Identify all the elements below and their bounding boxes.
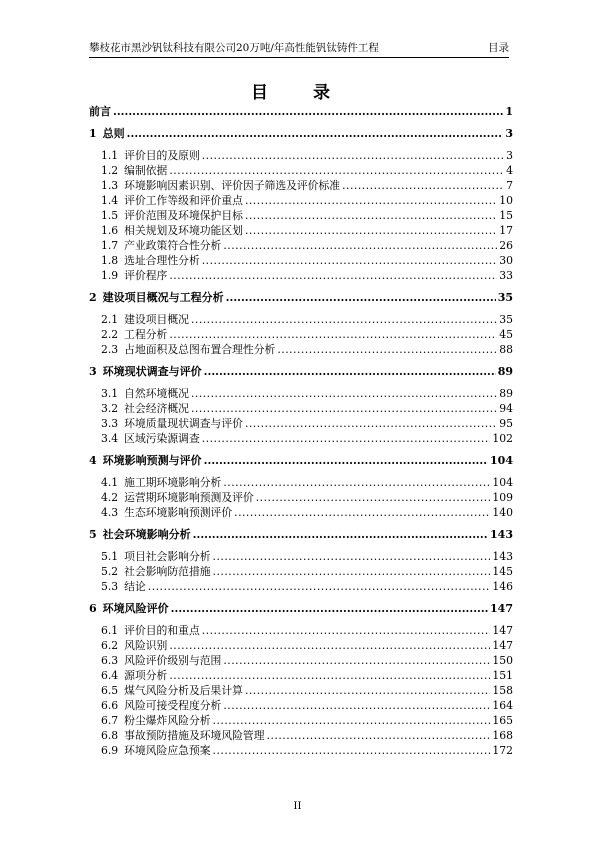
toc-entry-number: 4.1 xyxy=(101,476,119,489)
toc-section-entry[interactable] xyxy=(89,401,513,416)
table-of-contents xyxy=(89,104,513,758)
toc-section-entry[interactable] xyxy=(89,549,513,564)
toc-section-entry[interactable] xyxy=(89,431,513,446)
toc-section-entry[interactable] xyxy=(89,638,513,653)
toc-entry-page: 146 xyxy=(492,580,513,593)
toc-dot-leader xyxy=(204,364,496,379)
toc-dot-leader xyxy=(245,416,497,431)
toc-section-entry[interactable] xyxy=(89,208,513,223)
toc-dot-leader xyxy=(127,126,504,141)
header-section: 目录 xyxy=(488,42,509,54)
toc-dot-leader xyxy=(277,342,497,357)
toc-entry-page: 147 xyxy=(492,624,513,637)
toc-section-entry[interactable] xyxy=(89,386,513,401)
toc-entry-number: 6.5 xyxy=(101,684,119,697)
toc-entry-label: 占地面积及总图布置合理性分析 xyxy=(124,343,276,356)
toc-entry-number: 5.3 xyxy=(101,580,119,593)
toc-dot-leader xyxy=(169,668,490,683)
toc-section-entry[interactable] xyxy=(89,475,513,490)
page-number: II xyxy=(293,801,302,812)
toc-entry-label: 运营期环境影响预测及评价 xyxy=(124,491,254,504)
toc-entry-label: 环境风险应急预案 xyxy=(124,744,211,757)
toc-chapter-entry[interactable] xyxy=(89,453,513,468)
toc-section-entry[interactable] xyxy=(89,342,513,357)
toc-entry-label: 评价程序 xyxy=(124,269,168,282)
toc-chapter-entry[interactable] xyxy=(89,527,513,542)
toc-entry-number: 4 xyxy=(89,454,97,467)
toc-section-entry[interactable] xyxy=(89,148,513,163)
toc-entry-page: 10 xyxy=(499,194,513,207)
toc-entry-page: 45 xyxy=(499,328,513,341)
toc-dot-leader xyxy=(193,527,488,542)
toc-entry-page: 35 xyxy=(499,313,513,326)
toc-entry-label: 施工期环境影响分析 xyxy=(124,476,222,489)
toc-entry-page: 172 xyxy=(492,744,513,757)
toc-entry-label: 前言 xyxy=(89,105,111,118)
toc-chapter-entry[interactable] xyxy=(89,126,513,141)
toc-entry-label: 评价目的及原则 xyxy=(124,149,200,162)
toc-entry-number: 2.1 xyxy=(101,313,119,326)
toc-dot-leader xyxy=(245,223,497,238)
toc-entry-label: 生态环境影响预测评价 xyxy=(124,506,233,519)
toc-entry-page: 150 xyxy=(492,654,513,667)
toc-dot-leader xyxy=(191,401,497,416)
toc-entry-number: 1.2 xyxy=(101,164,119,177)
toc-entry-label: 建设项目概况 xyxy=(124,313,189,326)
toc-dot-leader xyxy=(223,475,490,490)
toc-section-entry[interactable] xyxy=(89,653,513,668)
toc-entry-number: 4.2 xyxy=(101,491,119,504)
toc-entry-page: 164 xyxy=(492,699,513,712)
toc-dot-leader xyxy=(202,623,491,638)
toc-entry-number: 3.3 xyxy=(101,417,119,430)
toc-entry-number: 6 xyxy=(89,602,97,615)
toc-entry-label: 评价范围及环境保护目标 xyxy=(124,209,243,222)
toc-entry-page: 88 xyxy=(499,343,513,356)
toc-dot-leader xyxy=(202,148,504,163)
toc-section-entry[interactable] xyxy=(89,312,513,327)
toc-entry-number: 1.3 xyxy=(101,179,119,192)
toc-entry-page: 109 xyxy=(492,491,513,504)
toc-dot-leader xyxy=(223,238,497,253)
toc-entry-number: 1.9 xyxy=(101,269,119,282)
toc-dot-leader xyxy=(169,327,497,342)
toc-dot-leader xyxy=(245,193,497,208)
toc-section-entry[interactable] xyxy=(89,683,513,698)
toc-dot-leader xyxy=(213,743,491,758)
toc-section-entry[interactable] xyxy=(89,238,513,253)
toc-entry-number: 3.4 xyxy=(101,432,119,445)
toc-section-entry[interactable] xyxy=(89,178,513,193)
toc-entry-number: 1 xyxy=(89,127,97,140)
toc-entry-number: 3.1 xyxy=(101,387,119,400)
toc-entry-number: 6.3 xyxy=(101,654,119,667)
toc-entry-number: 6.2 xyxy=(101,639,119,652)
toc-dot-leader xyxy=(213,564,491,579)
toc-entry-page: 151 xyxy=(492,669,513,682)
toc-dot-leader xyxy=(191,386,497,401)
toc-entry-page: 145 xyxy=(492,565,513,578)
toc-entry-label: 区域污染源调查 xyxy=(124,432,200,445)
toc-entry-page: 1 xyxy=(505,105,513,118)
toc-section-entry[interactable] xyxy=(89,743,513,758)
toc-dot-leader xyxy=(169,638,490,653)
toc-entry-number: 2 xyxy=(89,291,97,304)
toc-section-entry[interactable] xyxy=(89,713,513,728)
toc-entry-label: 选址合理性分析 xyxy=(124,254,200,267)
toc-dot-leader xyxy=(213,713,491,728)
toc-entry-page: 30 xyxy=(499,254,513,267)
toc-entry-number: 6.4 xyxy=(101,669,119,682)
toc-dot-leader xyxy=(191,312,497,327)
toc-entry-page: 7 xyxy=(506,179,513,192)
toc-dot-leader xyxy=(202,431,491,446)
toc-entry-number: 5.2 xyxy=(101,565,119,578)
toc-entry-label: 源项分析 xyxy=(124,669,168,682)
toc-dot-leader xyxy=(202,253,498,268)
toc-entry-number: 2.2 xyxy=(101,328,119,341)
toc-chapter-entry[interactable] xyxy=(89,104,513,119)
toc-entry-label: 项目社会影响分析 xyxy=(124,550,211,563)
toc-section-entry[interactable] xyxy=(89,623,513,638)
toc-entry-label: 粉尘爆炸风险分析 xyxy=(124,714,211,727)
toc-entry-number: 3.2 xyxy=(101,402,119,415)
toc-entry-label: 煤气风险分析及后果计算 xyxy=(124,684,243,697)
toc-entry-number: 6.8 xyxy=(101,729,119,742)
toc-chapter-entry[interactable] xyxy=(89,364,513,379)
toc-entry-label: 风险可接受程度分析 xyxy=(124,699,222,712)
toc-entry-page: 104 xyxy=(492,476,513,489)
toc-entry-page: 89 xyxy=(499,387,513,400)
page-header xyxy=(89,39,509,58)
toc-entry-page: 17 xyxy=(499,224,513,237)
toc-section-entry[interactable] xyxy=(89,564,513,579)
toc-entry-page: 102 xyxy=(492,432,513,445)
toc-dot-leader xyxy=(226,290,496,305)
toc-entry-label: 环境影响因素识别、评价因子筛选及评价标准 xyxy=(124,179,341,192)
toc-section-entry[interactable] xyxy=(89,728,513,743)
toc-entry-number: 6.9 xyxy=(101,744,119,757)
toc-entry-label: 相关规划及环境功能区划 xyxy=(124,224,243,237)
toc-section-entry[interactable] xyxy=(89,163,513,178)
toc-entry-label: 产业政策符合性分析 xyxy=(124,239,222,252)
toc-entry-label: 社会影响防范措施 xyxy=(124,565,211,578)
toc-section-entry[interactable] xyxy=(89,327,513,342)
toc-entry-number: 5 xyxy=(89,528,97,541)
toc-entry-number: 4.3 xyxy=(101,506,119,519)
toc-entry-label: 总则 xyxy=(102,127,125,140)
toc-entry-page: 147 xyxy=(490,602,513,615)
toc-section-entry[interactable] xyxy=(89,223,513,238)
toc-entry-number: 1.5 xyxy=(101,209,119,222)
toc-chapter-entry[interactable] xyxy=(89,290,513,305)
toc-dot-leader xyxy=(245,683,490,698)
toc-entry-page: 165 xyxy=(492,714,513,727)
toc-entry-page: 35 xyxy=(497,291,513,304)
toc-entry-label: 社会经济概况 xyxy=(124,402,189,415)
toc-dot-leader xyxy=(171,601,488,616)
toc-dot-leader xyxy=(148,579,491,594)
toc-entry-page: 15 xyxy=(499,209,513,222)
toc-entry-label: 环境质量现状调查与评价 xyxy=(124,417,243,430)
toc-section-entry[interactable] xyxy=(89,416,513,431)
toc-entry-label: 评价工作等级和评价重点 xyxy=(124,194,243,207)
toc-entry-page: 3 xyxy=(506,149,513,162)
toc-dot-leader xyxy=(169,163,504,178)
toc-entry-label: 结论 xyxy=(124,580,146,593)
toc-section-entry[interactable] xyxy=(89,490,513,505)
toc-entry-label: 环境现状调查与评价 xyxy=(102,365,202,378)
toc-entry-number: 1.7 xyxy=(101,239,119,252)
toc-entry-page: 158 xyxy=(492,684,513,697)
header-title: 攀枝花市黑沙钒钛科技有限公司20万吨/年高性能钒钛铸件工程 xyxy=(89,42,379,54)
toc-chapter-entry[interactable] xyxy=(89,601,513,616)
toc-entry-label: 风险识别 xyxy=(124,639,168,652)
toc-dot-leader xyxy=(342,178,504,193)
toc-dot-leader xyxy=(169,268,497,283)
toc-dot-leader xyxy=(204,453,488,468)
toc-entry-page: 26 xyxy=(499,239,513,252)
toc-entry-page: 143 xyxy=(492,550,513,563)
toc-entry-page: 104 xyxy=(490,454,513,467)
toc-entry-number: 3 xyxy=(89,365,97,378)
toc-entry-label: 事故预防措施及环境风险管理 xyxy=(124,729,265,742)
toc-entry-label: 工程分析 xyxy=(124,328,168,341)
toc-entry-page: 95 xyxy=(499,417,513,430)
toc-entry-page: 147 xyxy=(492,639,513,652)
toc-dot-leader xyxy=(113,104,503,119)
toc-entry-label: 建设项目概况与工程分析 xyxy=(102,291,224,304)
toc-entry-number: 1.6 xyxy=(101,224,119,237)
toc-entry-page: 4 xyxy=(506,164,513,177)
toc-dot-leader xyxy=(234,505,490,520)
toc-dot-leader xyxy=(223,653,490,668)
toc-entry-label: 风险评价级别与范围 xyxy=(124,654,222,667)
toc-entry-page: 168 xyxy=(492,729,513,742)
toc-entry-label: 评价目的和重点 xyxy=(124,624,200,637)
toc-entry-number: 6.1 xyxy=(101,624,119,637)
toc-entry-page: 94 xyxy=(499,402,513,415)
toc-entry-page: 33 xyxy=(499,269,513,282)
toc-entry-page: 140 xyxy=(492,506,513,519)
toc-entry-number: 1.8 xyxy=(101,254,119,267)
toc-section-entry[interactable] xyxy=(89,668,513,683)
toc-section-entry[interactable] xyxy=(89,698,513,713)
toc-entry-number: 6.7 xyxy=(101,714,119,727)
toc-section-entry[interactable] xyxy=(89,253,513,268)
toc-dot-leader xyxy=(245,208,497,223)
toc-section-entry[interactable] xyxy=(89,268,513,283)
toc-dot-leader xyxy=(256,490,491,505)
toc-entry-label: 环境风险评价 xyxy=(102,602,169,615)
toc-entry-number: 2.3 xyxy=(101,343,119,356)
toc-dot-leader xyxy=(213,549,491,564)
toc-section-entry[interactable] xyxy=(89,579,513,594)
toc-entry-number: 1.4 xyxy=(101,194,119,207)
toc-entry-page: 89 xyxy=(497,365,513,378)
toc-entry-label: 环境影响预测与评价 xyxy=(102,454,202,467)
toc-entry-page: 3 xyxy=(505,127,513,140)
toc-section-entry[interactable] xyxy=(89,505,513,520)
toc-entry-number: 6.6 xyxy=(101,699,119,712)
toc-title: 目 录 xyxy=(251,83,344,103)
toc-entry-label: 编制依据 xyxy=(124,164,168,177)
toc-entry-number: 1.1 xyxy=(101,149,119,162)
toc-entry-label: 自然环境概况 xyxy=(124,387,189,400)
toc-dot-leader xyxy=(223,698,490,713)
toc-section-entry[interactable] xyxy=(89,193,513,208)
toc-entry-page: 143 xyxy=(490,528,513,541)
toc-entry-label: 社会环境影响分析 xyxy=(102,528,191,541)
toc-entry-number: 5.1 xyxy=(101,550,119,563)
toc-dot-leader xyxy=(267,728,491,743)
